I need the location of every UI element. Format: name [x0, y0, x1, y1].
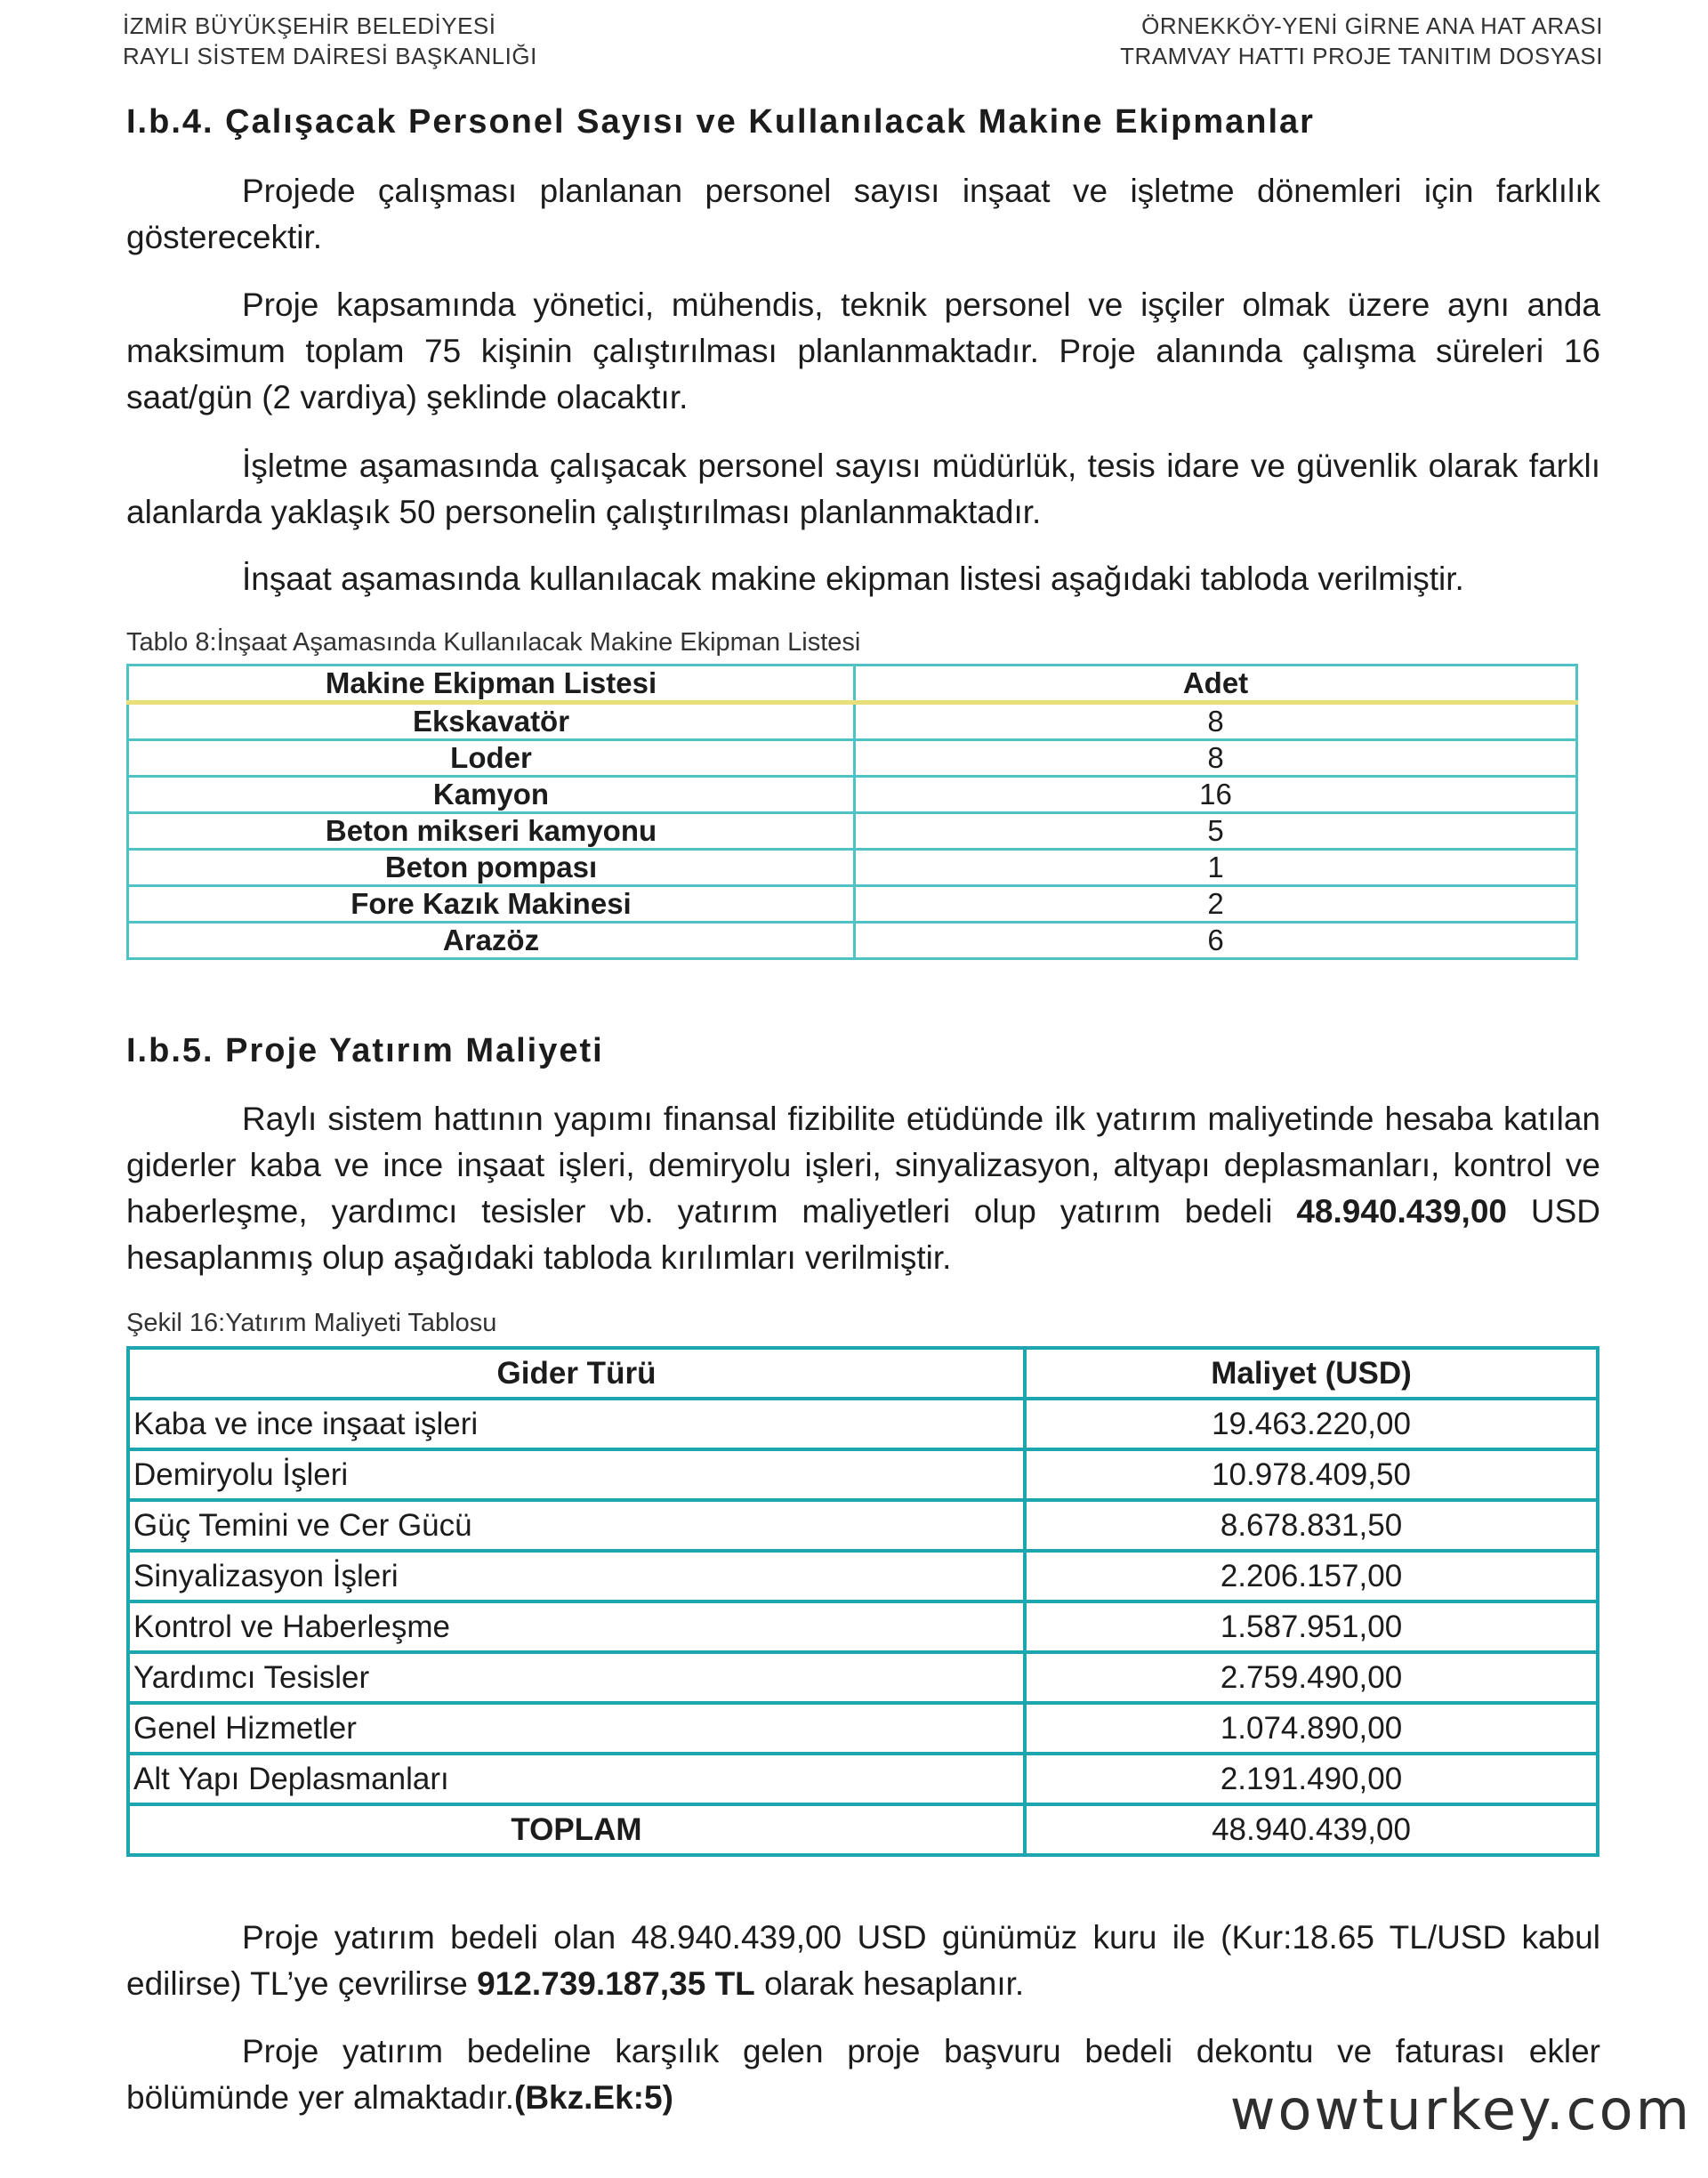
expense-cost: 8.678.831,50	[1025, 1500, 1598, 1551]
equipment-name: Beton pompası	[128, 850, 855, 886]
expense-type: Güç Temini ve Cer Gücü	[128, 1500, 1025, 1551]
paragraph-personnel-3	[126, 443, 1600, 536]
paragraph-text: Projede çalışması planlanan personel sayısı inşaat ve işletme dönemleri için farklılık gösterecektir.	[126, 173, 1600, 255]
paragraph-text-tail: USD hesaplanmış olup aşağıdaki tabloda kırılımları verilmiştir.	[126, 1193, 1600, 1276]
equipment-count: 16	[855, 777, 1577, 813]
paragraph-text	[126, 1915, 1600, 2007]
paragraph-tl-conversion	[126, 1915, 1600, 2007]
table-row	[128, 1399, 1598, 1449]
table16-caption: Şekil 16:Yatırım Maliyeti Tablosu	[126, 1309, 497, 1337]
expense-cost: 2.206.157,00	[1025, 1551, 1598, 1601]
watermark: wowturkey.com	[1229, 2077, 1692, 2142]
paragraph-text: Proje kapsamında yönetici, mühendis, teknik personel ve işçiler olmak üzere aynı anda maksimum toplam 75 kişinin çalıştırılması planlanmaktadır. Proje alanında çalışma süreleri 16 saat/gün (2 vardiya) şeklinde olacaktır.	[126, 286, 1600, 415]
header-project	[1120, 11, 1603, 71]
column-header-equipment: Makine Ekipman Listesi	[128, 666, 855, 703]
table-row	[128, 740, 1577, 777]
equipment-count: 2	[855, 886, 1577, 923]
paragraph-personnel-2	[126, 282, 1600, 421]
equipment-count: 5	[855, 813, 1577, 850]
section-heading-investment: I.b.5. Proje Yatırım Maliyeti	[126, 1032, 604, 1069]
equipment-name: Beton mikseri kamyonu	[128, 813, 855, 850]
equipment-count: 8	[855, 740, 1577, 777]
paragraph-text: İnşaat aşamasında kullanılacak makine ekipman listesi aşağıdaki tabloda verilmiştir.	[242, 561, 1464, 597]
table-row	[128, 850, 1577, 886]
paragraph-text-lead: Proje yatırım bedeline karşılık gelen proje başvuru bedeli dekontu ve faturası ekler bölümünde yer almaktadır.	[126, 2033, 1600, 2116]
table-row	[128, 1551, 1598, 1601]
total-label: TOPLAM	[128, 1804, 1025, 1855]
table-row	[128, 1500, 1598, 1551]
table-row	[128, 923, 1577, 959]
paragraph-text	[126, 1096, 1600, 1281]
table-row	[128, 886, 1577, 923]
equipment-name: Fore Kazık Makinesi	[128, 886, 855, 923]
table-header-row	[128, 1348, 1598, 1399]
paragraph-text-lead: Proje yatırım bedeli olan 48.940.439,00 USD günümüz kuru ile (Kur:18.65 TL/USD kabul edilirse) TL’ye çevrilirse	[126, 1919, 1600, 2002]
table-row	[128, 777, 1577, 813]
expense-type: Kaba ve ince inşaat işleri	[128, 1399, 1025, 1449]
table-row	[128, 1652, 1598, 1703]
column-header-cost: Maliyet (USD)	[1025, 1348, 1598, 1399]
paragraph-investment	[126, 1096, 1600, 1281]
expense-cost: 1.074.890,00	[1025, 1703, 1598, 1754]
equipment-count: 1	[855, 850, 1577, 886]
table-row	[128, 703, 1577, 740]
paragraph-personnel-4	[126, 556, 1600, 602]
expense-type: Kontrol ve Haberleşme	[128, 1601, 1025, 1652]
table8-caption: Tablo 8:İnşaat Aşamasında Kullanılacak Makine Ekipman Listesi	[126, 628, 861, 657]
table-row	[128, 813, 1577, 850]
header-left-line2: RAYLI SİSTEM DAİRESİ BAŞKANLIĞI	[123, 43, 537, 69]
header-right-line1: ÖRNEKKÖY-YENİ GİRNE ANA HAT ARASI	[1141, 12, 1603, 39]
table-header-row	[128, 666, 1577, 703]
investment-amount: 48.940.439,00	[1296, 1193, 1507, 1230]
paragraph-text-tail: olarak hesaplanır.	[754, 1965, 1025, 2002]
equipment-count: 6	[855, 923, 1577, 959]
table-row	[128, 1703, 1598, 1754]
equipment-name: Arazöz	[128, 923, 855, 959]
table-total-row	[128, 1804, 1598, 1855]
equipment-name: Loder	[128, 740, 855, 777]
header-institution	[123, 11, 537, 71]
equipment-name: Ekskavatör	[128, 703, 855, 740]
expense-type: Sinyalizasyon İşleri	[128, 1551, 1025, 1601]
expense-cost: 2.759.490,00	[1025, 1652, 1598, 1703]
expense-type: Yardımcı Tesisler	[128, 1652, 1025, 1703]
expense-type: Alt Yapı Deplasmanları	[128, 1754, 1025, 1804]
expense-cost: 2.191.490,00	[1025, 1754, 1598, 1804]
column-header-count: Adet	[855, 666, 1577, 703]
section-heading-personnel: I.b.4. Çalışacak Personel Sayısı ve Kullanılacak Makine Ekipmanlar	[126, 103, 1315, 141]
table-row	[128, 1449, 1598, 1500]
column-header-expense-type: Gider Türü	[128, 1348, 1025, 1399]
paragraph-text-lead: Raylı sistem hattının yapımı finansal fizibilite etüdünde ilk yatırım maliyetinde hesaba katılan giderler kaba ve ince inşaat işleri, demiryolu işleri, sinyalizasyon, altyapı deplasmanları, kontrol ve haberleşme, yardımcı tesisler vb. yatırım maliyetleri olup yatırım bedeli	[126, 1101, 1600, 1230]
table-row	[128, 1754, 1598, 1804]
machine-equipment-table	[126, 664, 1578, 960]
expense-cost: 19.463.220,00	[1025, 1399, 1598, 1449]
paragraph-text: İşletme aşamasında çalışacak personel sayısı müdürlük, tesis idare ve güvenlik olarak farklı alanlarda yaklaşık 50 personelin çalıştırılması planlanmaktadır.	[126, 448, 1600, 530]
expense-type: Genel Hizmetler	[128, 1703, 1025, 1754]
table-row	[128, 1601, 1598, 1652]
equipment-name: Kamyon	[128, 777, 855, 813]
tl-amount: 912.739.187,35 TL	[477, 1965, 755, 2002]
header-left-line1: İZMİR BÜYÜKŞEHİR BELEDİYESİ	[123, 12, 496, 39]
expense-cost: 10.978.409,50	[1025, 1449, 1598, 1500]
expense-type: Demiryolu İşleri	[128, 1449, 1025, 1500]
appendix-reference: (Bkz.Ek:5)	[514, 2079, 673, 2116]
header-right-line2: TRAMVAY HATTI PROJE TANITIM DOSYASI	[1120, 43, 1603, 69]
expense-cost: 1.587.951,00	[1025, 1601, 1598, 1652]
investment-cost-table	[126, 1346, 1599, 1857]
total-value: 48.940.439,00	[1025, 1804, 1598, 1855]
paragraph-personnel-1	[126, 168, 1600, 261]
equipment-count: 8	[855, 703, 1577, 740]
